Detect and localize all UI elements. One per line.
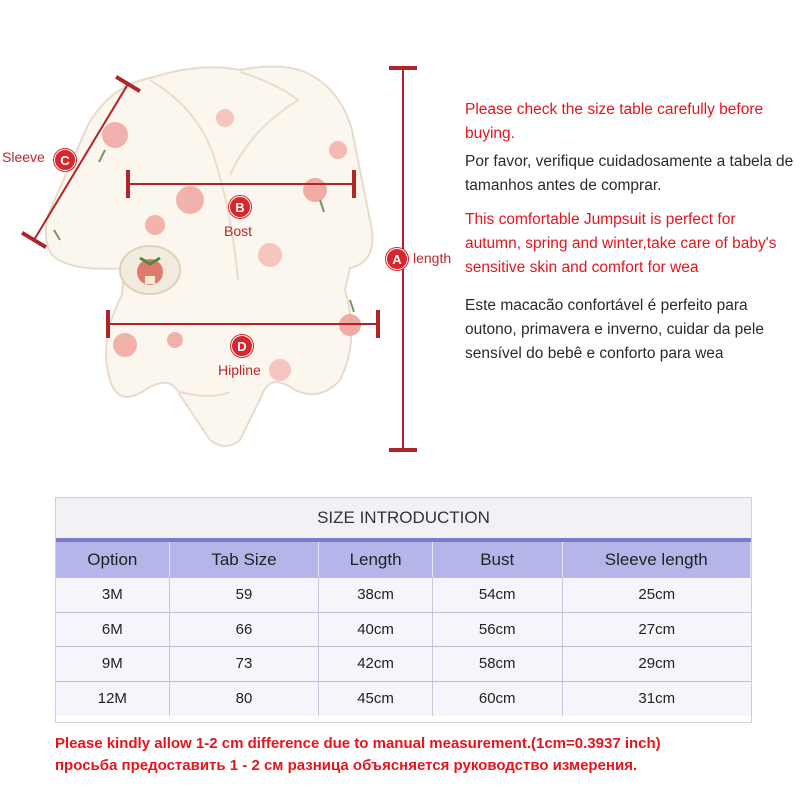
bodysuit-shape xyxy=(46,66,373,446)
garment-diagram xyxy=(0,0,460,470)
note-russian: просьба предоставить 1 - 2 см разница объясняется руководство измерения. xyxy=(55,757,638,774)
size-table xyxy=(55,497,752,723)
cell-length: 40cm xyxy=(319,613,433,647)
bust-badge: B xyxy=(229,196,251,218)
table-row xyxy=(56,578,751,613)
cell-length: 45cm xyxy=(319,682,433,717)
length-badge: A xyxy=(386,248,408,270)
cell-bust: 54cm xyxy=(433,578,563,612)
table-row xyxy=(56,682,751,717)
hip-badge: D xyxy=(231,335,253,357)
sleeve-badge: C xyxy=(54,149,76,171)
note-english: Please kindly allow 1-2 cm difference due to manual measurement.(1cm=0.3937 inch) xyxy=(55,735,661,752)
cell-option: 6M xyxy=(56,613,170,647)
cell-sleeve-length: 25cm xyxy=(638,586,676,604)
measurement-notes xyxy=(55,733,795,777)
product-info xyxy=(465,98,795,366)
description-english: This comfortable Jumpsuit is perfect for autumn, spring and winter,take care of baby's sensitive skin and comfort for wea xyxy=(465,211,777,276)
notice-english: Please check the size table carefully before buying. xyxy=(465,101,764,142)
cell-option: 12M xyxy=(56,682,170,717)
bust-label: Bost xyxy=(224,223,253,239)
cell-bust: 56cm xyxy=(433,613,563,647)
cell-option: 9M xyxy=(56,647,170,681)
notice-portuguese: Por favor, verifique cuidadosamente a tabela de tamanhos antes de comprar. xyxy=(465,153,794,194)
table-title: SIZE INTRODUCTION xyxy=(56,498,751,542)
cell-option: 3M xyxy=(56,578,170,612)
cell-sleeve-length: 29cm xyxy=(638,655,676,673)
cell-tab-size: 80 xyxy=(170,682,320,717)
table-row xyxy=(56,647,751,682)
cell-bust: 58cm xyxy=(433,647,563,681)
header-tab-size: Tab Size xyxy=(170,542,320,577)
cell-sleeve-length: 31cm xyxy=(638,690,676,708)
sleeve-label: Sleeve xyxy=(2,149,45,165)
cell-bust: 60cm xyxy=(433,682,563,717)
hip-label: Hipline xyxy=(218,362,261,378)
table-row xyxy=(56,613,751,648)
header-sleeve-length: Sleeve length xyxy=(563,542,751,577)
header-bust: Bust xyxy=(433,542,563,577)
cell-tab-size: 66 xyxy=(170,613,320,647)
description-portuguese: Este macacão confortável é perfeito para outono, primavera e inverno, cuidar da pele sensível do bebê e conforto para wea xyxy=(465,297,764,362)
cell-length: 38cm xyxy=(319,578,433,612)
cell-tab-size: 59 xyxy=(170,578,320,612)
cell-length: 42cm xyxy=(319,647,433,681)
header-length: Length xyxy=(319,542,433,577)
cell-sleeve-length: 27cm xyxy=(638,620,676,638)
cell-tab-size: 73 xyxy=(170,647,320,681)
strawberry-patch xyxy=(120,246,180,294)
table-header-row xyxy=(56,542,751,578)
header-option: Option xyxy=(56,542,170,577)
length-label: length xyxy=(413,250,452,266)
